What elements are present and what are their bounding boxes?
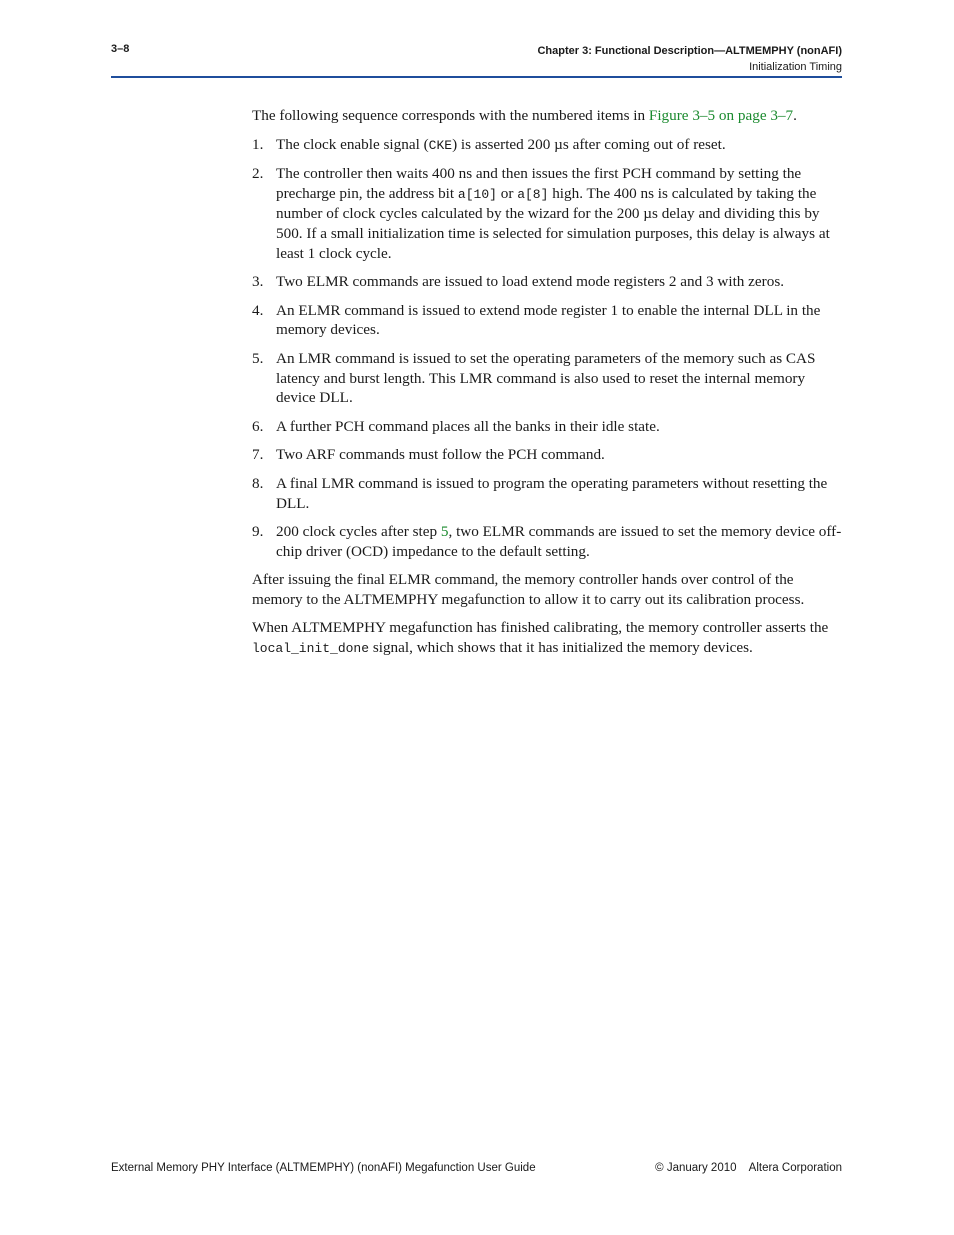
running-header <box>537 43 842 75</box>
page-body <box>252 106 842 668</box>
list-item <box>252 301 842 340</box>
step-number: 2. <box>252 165 264 183</box>
code-a10: a[10] <box>457 186 497 202</box>
list-item <box>252 445 842 465</box>
step-text: ) is asserted 200 µs after coming out of reset. <box>452 135 726 153</box>
step-number: 5. <box>252 349 264 367</box>
step-number: 3. <box>252 273 264 291</box>
step-text: high. The 400 ns is calculated by taking the number of clock cycles calculated by the wizard for the 200 µs delay and dividing this by 500. If a small initialization time is selected for simulation purposes, this delay is always at least 1 clock cycle. <box>276 184 830 262</box>
step-number: 1. <box>252 135 264 153</box>
sequence-list <box>252 135 842 562</box>
list-item <box>252 417 842 437</box>
step-text: A further PCH command places all the banks in their idle state. <box>276 417 660 435</box>
step-text: An ELMR command is issued to extend mode register 1 to enable the internal DLL in the memory devices. <box>276 301 821 339</box>
header-rule <box>111 76 842 78</box>
step-text: or <box>496 184 518 202</box>
step-number: 9. <box>252 523 264 541</box>
footer-title: External Memory PHY Interface (ALTMEMPHY) (nonAFI) Megafunction User Guide <box>111 1162 536 1174</box>
step-number: 7. <box>252 446 264 464</box>
step-text: An LMR command is issued to set the operating parameters of the memory such as CAS latency and burst length. This LMR command is also used to reset the internal memory device DLL. <box>276 349 816 407</box>
chapter-title: Chapter 3: Functional Description—ALTMEMPHY (nonAFI) <box>537 45 842 57</box>
intro-text: The following sequence corresponds with the numbered items in <box>252 107 649 124</box>
paragraph-text: signal, which shows that it has initialized the memory devices. <box>369 639 753 657</box>
step-text: A final LMR command is issued to program the operating parameters without resetting the DLL. <box>276 474 828 512</box>
code-cke: CKE <box>428 137 453 153</box>
step-text: 200 clock cycles after step <box>276 523 441 541</box>
paragraph-after-list: After issuing the final ELMR command, the memory controller hands over control of the memory to the ALTMEMPHY megafunction to allow it to carry out its calibration process. <box>252 571 805 608</box>
step-5-link[interactable]: 5 <box>440 523 449 541</box>
paragraph-text: When ALTMEMPHY megafunction has finished calibrating, the memory controller asserts the <box>252 619 829 637</box>
section-title: Initialization Timing <box>749 61 842 73</box>
step-text: The controller then waits 400 ns and then issues the first PCH command by setting the precharge pin, the address bit <box>276 165 802 202</box>
list-item <box>252 272 842 292</box>
step-text: , two ELMR commands are issued to set the memory device off-chip driver (OCD) impedance to the default setting. <box>276 523 842 560</box>
step-number: 8. <box>252 474 264 492</box>
list-item <box>252 349 842 408</box>
list-item <box>252 164 842 263</box>
step-number: 4. <box>252 301 264 319</box>
footer-copyright: © January 2010 Altera Corporation <box>655 1162 842 1174</box>
list-item <box>252 522 842 561</box>
paragraph-final <box>252 618 842 658</box>
code-a8: a[8] <box>517 186 549 202</box>
code-local-init-done: local_init_done <box>252 641 370 657</box>
step-text: The clock enable signal ( <box>276 135 429 153</box>
step-number: 6. <box>252 417 264 435</box>
intro-end: . <box>793 107 797 124</box>
intro-paragraph <box>252 106 842 126</box>
page-number: 3–8 <box>111 43 130 55</box>
list-item <box>252 135 842 156</box>
list-item <box>252 474 842 513</box>
step-text: Two ARF commands must follow the PCH command. <box>276 446 605 464</box>
step-text: Two ELMR commands are issued to load extend mode registers 2 and 3 with zeros. <box>276 273 785 291</box>
figure-link[interactable]: Figure 3–5 on page 3–7 <box>648 107 794 124</box>
